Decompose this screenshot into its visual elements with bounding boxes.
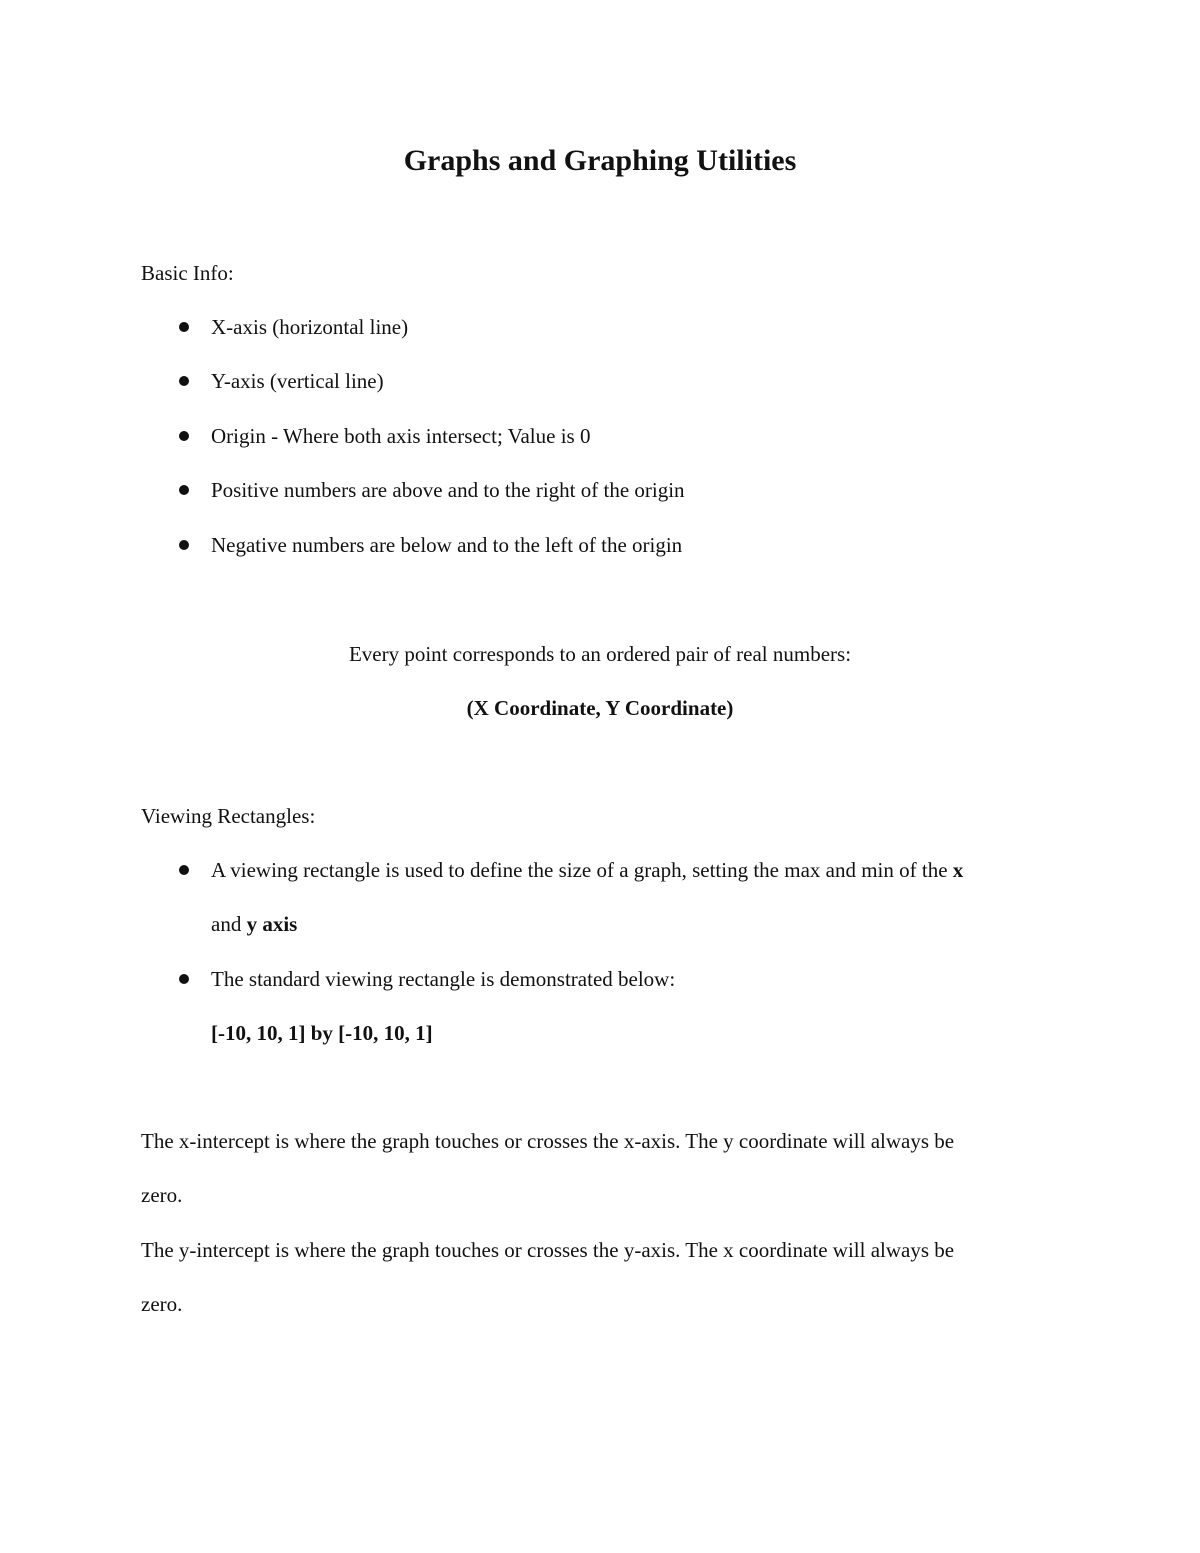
standard-viewing-rectangle-item: The standard viewing rectangle is demonstrated below: bbox=[211, 967, 676, 991]
x-intercept-line1: The x-intercept is where the graph touches or crosses the x-axis. The y coordinate will always be bbox=[141, 1129, 955, 1153]
bullet-icon bbox=[179, 865, 189, 875]
x-intercept-line2: zero. bbox=[141, 1183, 183, 1207]
ordered-pair-format: (X Coordinate, Y Coordinate) bbox=[466, 696, 734, 720]
bullet-icon bbox=[179, 376, 189, 386]
ordered-pair-format-line bbox=[0, 693, 1200, 723]
viewing-rectangle-definition-line1 bbox=[211, 855, 963, 885]
viewing-rectangles-heading: Viewing Rectangles: bbox=[141, 804, 316, 828]
bullet-icon bbox=[179, 431, 189, 441]
definition-text: A viewing rectangle is used to define the size of a graph, setting the max and min of the bbox=[211, 858, 953, 882]
definition-text-and: and bbox=[211, 912, 247, 936]
bullet-icon bbox=[179, 322, 189, 332]
basic-info-item-origin: Origin - Where both axis intersect; Value is 0 bbox=[211, 424, 591, 448]
definition-bold-x: x bbox=[952, 858, 964, 882]
definition-bold-y-axis: y axis bbox=[246, 912, 298, 936]
standard-viewing-rectangle-line bbox=[211, 1018, 433, 1048]
basic-info-item-y-axis: Y-axis (vertical line) bbox=[211, 369, 384, 393]
page-title: Graphs and Graphing Utilities bbox=[403, 144, 797, 177]
y-intercept-line1: The y-intercept is where the graph touches or crosses the y-axis. The x coordinate will always be bbox=[141, 1238, 955, 1262]
standard-viewing-rectangle: [-10, 10, 1] by [-10, 10, 1] bbox=[211, 1021, 433, 1045]
basic-info-item-positive: Positive numbers are above and to the right of the origin bbox=[211, 478, 685, 502]
bullet-icon bbox=[179, 485, 189, 495]
basic-info-item-negative: Negative numbers are below and to the left of the origin bbox=[211, 533, 683, 557]
viewing-rectangle-definition-line2 bbox=[211, 909, 297, 939]
basic-info-item-x-axis: X-axis (horizontal line) bbox=[211, 315, 409, 339]
y-intercept-line2: zero. bbox=[141, 1292, 183, 1316]
bullet-icon bbox=[179, 540, 189, 550]
basic-info-heading: Basic Info: bbox=[141, 261, 234, 285]
ordered-pair-statement: Every point corresponds to an ordered pair of real numbers: bbox=[348, 642, 852, 666]
bullet-icon bbox=[179, 974, 189, 984]
